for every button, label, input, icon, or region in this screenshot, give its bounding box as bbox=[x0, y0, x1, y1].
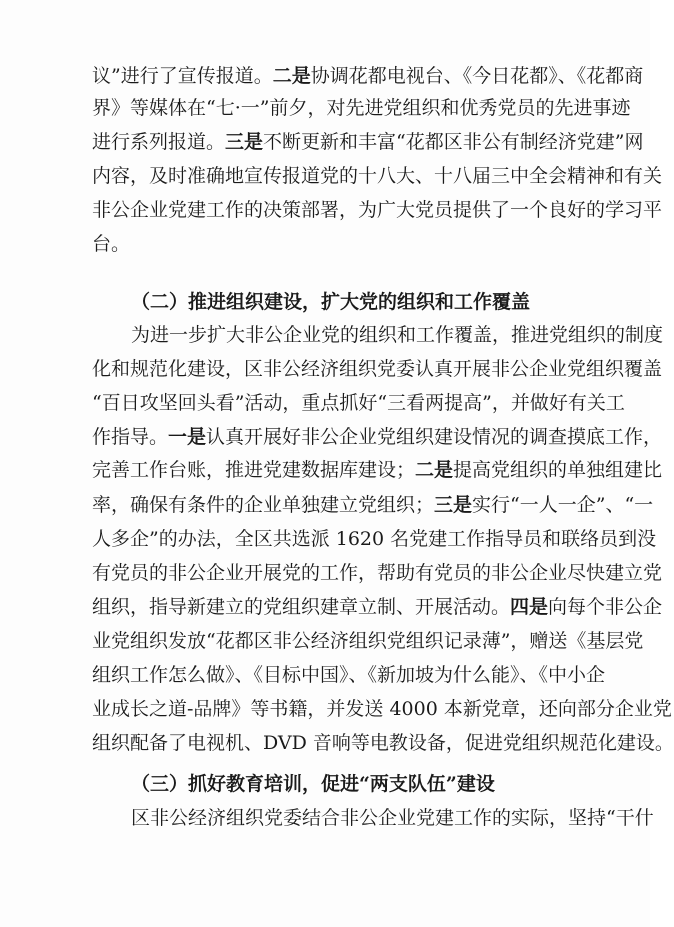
text-segment: 化和规范化建设，区非公经济组织党委认真开展非公企业党组织覆盖 bbox=[92, 358, 663, 380]
text-line bbox=[92, 731, 674, 755]
text-line bbox=[92, 527, 657, 551]
section-heading bbox=[131, 772, 601, 796]
text-line bbox=[92, 232, 562, 256]
text-segment: 提高党组织的单独组建比 bbox=[453, 459, 663, 481]
emphasis-text: 三是 bbox=[434, 494, 473, 516]
text-segment: 业党组织发放“花都区非公经济组织党组织记录薄”，赠送《基层党 bbox=[92, 630, 644, 652]
text-segment: 为进一步扩大非公企业党的组织和工作覆盖，推进党组织的制度 bbox=[131, 324, 664, 346]
text-segment: 内容，及时准确地宣传报道党的十八大、十八届三中全会精神和有关 bbox=[92, 165, 663, 187]
text-line bbox=[92, 663, 606, 687]
text-line bbox=[92, 357, 663, 381]
text-line bbox=[131, 323, 664, 347]
text-segment: 完善工作台账，推进党建数据库建设； bbox=[92, 459, 416, 481]
text-segment: 组织工作怎么做》、《目标中国》、《新加坡为什么能》、《中小企 bbox=[92, 664, 606, 686]
text-line bbox=[92, 425, 663, 449]
text-line bbox=[92, 96, 631, 120]
text-segment: 业成长之道-品牌》等书籍，并发送 4000 本新党章，还向部分企业党 bbox=[92, 698, 672, 720]
text-segment: 组织配备了电视机、DVD 音响等电教设备，促进党组织规范化建设。 bbox=[92, 732, 674, 754]
emphasis-text: 四是 bbox=[510, 596, 549, 618]
text-line bbox=[131, 806, 654, 830]
emphasis-text: 一是 bbox=[168, 426, 207, 448]
text-segment: 率，确保有条件的企业单独建立党组织； bbox=[92, 494, 435, 516]
text-segment: 协调花都电视台、《今日花都》、《花都商 bbox=[310, 65, 644, 87]
text-segment: 区非公经济组织党委结合非公企业党建工作的实际，坚持“干什 bbox=[131, 807, 654, 829]
text-segment: 非公企业党建工作的决策部署，为广大党员提供了一个良好的学习平 bbox=[92, 199, 663, 221]
emphasis-text: 三是 bbox=[225, 131, 264, 153]
text-segment: 台。 bbox=[92, 233, 131, 255]
section-heading bbox=[131, 290, 601, 314]
text-line bbox=[92, 64, 644, 88]
text-line bbox=[92, 198, 663, 222]
text-segment: 界》等媒体在“七·一”前夕，对先进党组织和优秀党员的先进事迹 bbox=[92, 97, 631, 119]
text-segment: 作指导。 bbox=[92, 426, 169, 448]
text-segment: 进行系列报道。 bbox=[92, 131, 226, 153]
text-segment: 实行“一人一企”、“一 bbox=[472, 494, 654, 516]
text-segment: 人多企”的办法，全区共选派 1620 名党建工作指导员和联络员到没 bbox=[92, 528, 657, 550]
text-segment: 议”进行了宣传报道。 bbox=[92, 65, 273, 87]
text-line bbox=[92, 561, 663, 585]
text-segment: “百日攻坚回头看”活动，重点抓好“三看两提高”，并做好有关工 bbox=[92, 392, 625, 414]
text-segment: 不断更新和丰富“花都区非公有制经济党建”网 bbox=[263, 131, 644, 153]
text-segment: 向每个非公企 bbox=[548, 596, 663, 618]
text-line bbox=[92, 697, 672, 721]
text-line bbox=[92, 595, 663, 619]
text-line bbox=[92, 391, 625, 415]
text-segment: 组织，指导新建立的党组织建章立制、开展活动。 bbox=[92, 596, 511, 618]
text-segment: 认真开展好非公企业党组织建设情况的调查摸底工作， bbox=[206, 426, 663, 448]
text-segment: 有党员的非公企业开展党的工作，帮助有党员的非公企业尽快建立党 bbox=[92, 562, 663, 584]
emphasis-text: （三）抓好教育培训，促进“两支队伍”建设 bbox=[131, 773, 495, 795]
text-line bbox=[92, 130, 644, 154]
emphasis-text: 二是 bbox=[415, 459, 454, 481]
text-line bbox=[92, 164, 663, 188]
emphasis-text: （二）推进组织建设，扩大党的组织和工作覆盖 bbox=[131, 291, 531, 313]
text-line bbox=[92, 458, 663, 482]
text-line bbox=[92, 493, 654, 517]
emphasis-text: 二是 bbox=[272, 65, 311, 87]
text-line bbox=[92, 629, 644, 653]
